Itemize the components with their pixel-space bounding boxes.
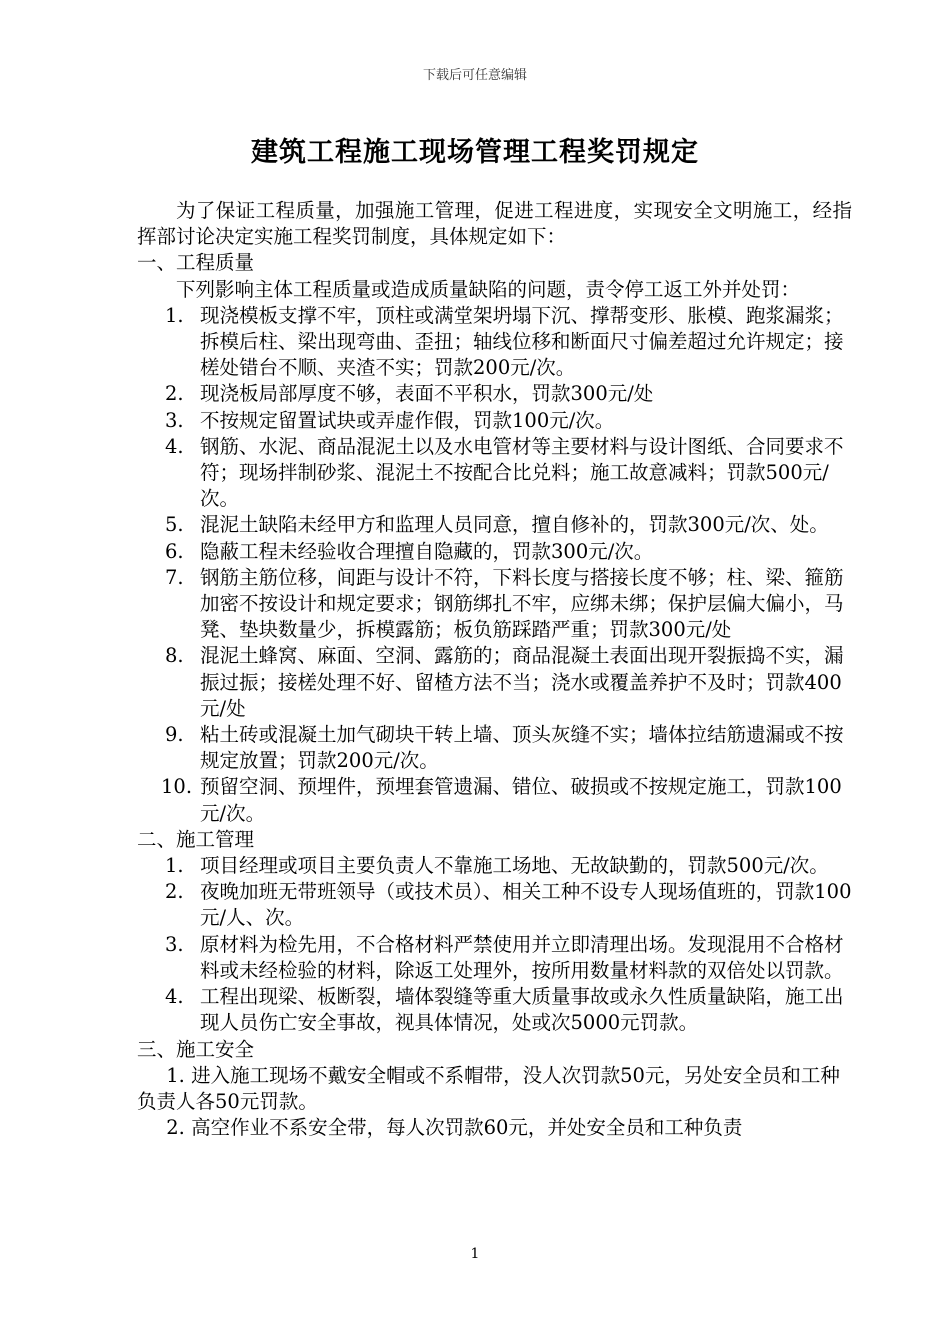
list-item xyxy=(137,879,852,931)
item-text: 现浇板局部厚度不够，表面不平积水，罚款300元/处 xyxy=(200,382,654,406)
list-item xyxy=(137,853,852,879)
item-text: 项目经理或项目主要负责人不靠施工场地、无故缺勤的，罚款500元/次。 xyxy=(200,854,829,878)
intro-paragraph: 为了保证工程质量，加强施工管理，促进工程进度，实现安全文明施工，经指挥部讨论决定实施工程奖罚制度，具体规定如下： xyxy=(137,199,852,249)
section-lead-quality: 下列影响主体工程质量或造成质量缺陷的问题，责令停工返工外并处罚： xyxy=(176,277,801,301)
item-text: 预留空洞、预埋件，预埋套管遗漏、错位、破损或不按规定施工，罚款100元/次。 xyxy=(200,775,842,825)
item-number: 6. xyxy=(165,539,184,563)
item-text: 现浇模板支撑不牢，顶柱或满堂架坍塌下沉、撑帮变形、胀模、跑浆漏浆；拆模后柱、梁出现弯曲、歪扭；轴线位移和断面尺寸偏差超过允许规定；接槎处错台不顺、夹渣不实；罚款200元/次。 xyxy=(200,303,844,380)
list-item xyxy=(137,565,852,644)
list-item xyxy=(137,932,852,984)
item-text: 夜晚加班无带班领导（或技术员）、相关工种不设专人现场值班的，罚款100元/人、次。 xyxy=(200,880,852,930)
section-heading-management: 二、施工管理 xyxy=(137,827,255,851)
list-item xyxy=(137,984,852,1036)
list-item xyxy=(137,722,852,774)
item-number: 8. xyxy=(165,644,184,668)
list-item xyxy=(137,434,852,513)
list-item xyxy=(137,1063,852,1115)
item-text: 隐蔽工程未经验收合理擅自隐藏的，罚款300元/次。 xyxy=(200,539,654,563)
item-number: 3. xyxy=(165,408,184,432)
item-text: 原材料为检先用，不合格材料严禁使用并立即清理出场。发现混用不合格材料或未经检验的材料，除返工处理外，按所用数量材料款的双倍处以罚款。 xyxy=(200,932,844,982)
item-text: 钢筋、水泥、商品混泥土以及水电管材等主要材料与设计图纸、合同要求不符；现场拌制砂浆、混泥土不按配合比兑料；施工故意减料；罚款500元/次。 xyxy=(200,434,844,511)
item-text: 混泥土蜂窝、麻面、空洞、露筋的；商品混凝土表面出现开裂振捣不实，漏振过振；接槎处理不好、留楂方法不当；浇水或覆盖养护不及时；罚款400元/处 xyxy=(200,644,844,720)
section-heading-quality: 一、工程质量 xyxy=(137,251,255,275)
document-title: 建筑工程施工现场管理工程奖罚规定 xyxy=(251,137,699,168)
item-number: 4. xyxy=(165,985,184,1009)
item-text: 混泥土缺陷未经甲方和监理人员同意，擅自修补的，罚款300元/次、处。 xyxy=(200,513,829,537)
item-number: 7. xyxy=(165,565,184,589)
item-number: 2. xyxy=(166,1116,185,1140)
quality-item-list xyxy=(137,303,852,827)
list-item xyxy=(137,1115,852,1141)
header-note: 下载后可任意编辑 xyxy=(422,68,527,83)
list-item xyxy=(137,539,852,565)
item-text: 高空作业不系安全带，每人次罚款60元，并处安全员和工种负责 xyxy=(191,1116,743,1140)
item-text: 不按规定留置试块或弄虚作假，罚款100元/次。 xyxy=(200,408,615,432)
page-number: 1 xyxy=(470,1246,480,1262)
item-number: 5. xyxy=(165,513,184,537)
item-number: 9. xyxy=(165,723,184,747)
item-number: 1. xyxy=(165,854,184,878)
item-number: 2. xyxy=(165,382,184,406)
list-item xyxy=(137,643,852,722)
list-item xyxy=(137,774,852,826)
item-number: 3. xyxy=(165,932,184,956)
safety-item-list xyxy=(137,1063,852,1142)
list-item xyxy=(137,512,852,538)
item-text: 钢筋主筋位移，间距与设计不符，下料长度与搭接长度不够；柱、梁、箍筋加密不按设计和规定要求；钢筋绑扎不牢，应绑未绑；保护层偏大偏小，马凳、垫块数量少，拆模露筋；板负筋踩踏严重；罚款300元/处 xyxy=(200,565,844,642)
item-number: 1. xyxy=(165,303,184,327)
item-number: 1. xyxy=(166,1063,185,1087)
list-item xyxy=(137,303,852,382)
item-text: 工程出现梁、板断裂，墙体裂缝等重大质量事故或永久性质量缺陷，施工出现人员伤亡安全事故，视具体情况，处或次5000元罚款。 xyxy=(200,985,844,1035)
document-body xyxy=(137,198,852,1141)
section-heading-safety: 三、施工安全 xyxy=(137,1037,255,1061)
item-number: 2. xyxy=(165,880,184,904)
list-item xyxy=(137,408,852,434)
item-text: 粘土砖或混凝土加气砌块干转上墙、顶头灰缝不实；墙体拉结筋遗漏或不按规定放置；罚款200元/次。 xyxy=(200,723,844,773)
item-text: 进入施工现场不戴安全帽或不系帽带，没人次罚款50元，另处安全员和工种负责人各50元罚款。 xyxy=(137,1063,840,1113)
list-item xyxy=(137,381,852,407)
item-number: 4. xyxy=(165,434,184,458)
management-item-list xyxy=(137,853,852,1036)
item-number: 10. xyxy=(161,775,193,799)
